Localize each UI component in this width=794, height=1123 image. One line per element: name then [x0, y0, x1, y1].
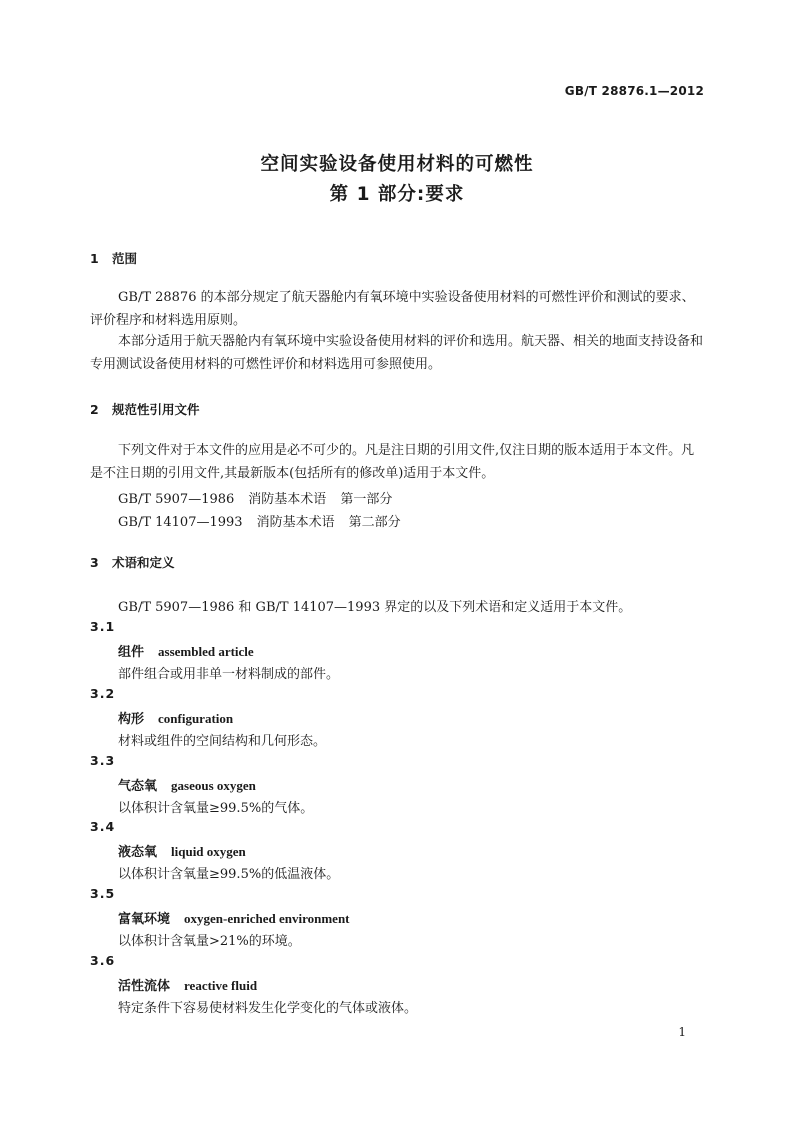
term-number: 3.4 [90, 819, 116, 834]
section-title: 范围 [112, 251, 138, 266]
paragraph: 本部分适用于航天器舱内有氧环境中实验设备使用材料的评价和选用。航天器、相关的地面支持设备和专用测试设备使用材料的可燃性评价和材料选用可参照使用。 [90, 334, 704, 372]
section-heading-normative-references [90, 400, 200, 418]
terms-intro: GB/T 5907—1986 和 GB/T 14107—1993 界定的以及下列术语和定义适用于本文件。 [118, 600, 632, 615]
term-definition: 以体积计含氧量>21%的环境。 [118, 934, 301, 949]
term-en: assembled article [158, 644, 254, 659]
term-entry [118, 975, 257, 994]
term-zh: 组件 [118, 645, 145, 660]
reference-code: GB/T 14107—1993 [118, 515, 243, 530]
reference-code: GB/T 5907—1986 [118, 492, 235, 507]
term-zh: 液态氧 [118, 845, 158, 860]
term-entry [118, 775, 256, 794]
section-heading-terms-definitions [90, 553, 175, 571]
document-title: 空间实验设备使用材料的可燃性 [260, 154, 534, 175]
term-en: configuration [158, 711, 234, 726]
term-zh: 活性流体 [118, 979, 171, 994]
term-zh: 构形 [118, 712, 145, 727]
term-number: 3.1 [90, 619, 116, 634]
document-subtitle: 第 1 部分:要求 [329, 184, 465, 205]
term-en: oxygen-enriched environment [184, 911, 350, 926]
term-zh: 气态氧 [118, 779, 158, 794]
standard-code: GB/T 28876.1—2012 [564, 84, 704, 98]
section-number: 2 [90, 402, 99, 417]
term-entry [118, 841, 246, 860]
term-en: gaseous oxygen [171, 778, 256, 793]
term-entry [118, 908, 350, 927]
reference-item [118, 488, 392, 507]
term-definition: 特定条件下容易使材料发生化学变化的气体或液体。 [118, 1001, 418, 1016]
term-number: 3.2 [90, 686, 116, 701]
term-zh: 富氧环境 [118, 912, 171, 927]
section-title: 规范性引用文件 [112, 402, 200, 417]
paragraph: GB/T 28876 的本部分规定了航天器舱内有氧环境中实验设备使用材料的可燃性评价和测试的要求、评价程序和材料选用原则。 [90, 290, 695, 328]
page-number: 1 [678, 1025, 686, 1039]
term-entry [118, 641, 254, 660]
term-number: 3.6 [90, 953, 116, 968]
paragraph: 下列文件对于本文件的应用是必不可少的。凡是注日期的引用文件,仅注日期的版本适用于本文件。凡是不注日期的引用文件,其最新版本(包括所有的修改单)适用于本文件。 [90, 443, 695, 481]
reference-title: 消防基本术语 [256, 515, 335, 530]
section-number: 3 [90, 555, 99, 570]
term-definition: 以体积计含氧量≥99.5%的气体。 [118, 801, 314, 816]
section-number: 1 [90, 251, 99, 266]
term-definition: 材料或组件的空间结构和几何形态。 [118, 734, 327, 749]
term-number: 3.3 [90, 753, 116, 768]
term-definition: 以体积计含氧量≥99.5%的低温液体。 [118, 867, 340, 882]
section-title: 术语和定义 [112, 555, 175, 570]
reference-title: 消防基本术语 [248, 492, 327, 507]
reference-part: 第一部分 [340, 492, 393, 507]
section-heading-scope [90, 249, 137, 267]
reference-item [118, 511, 401, 530]
reference-part: 第二部分 [348, 515, 401, 530]
term-entry [118, 708, 233, 727]
term-number: 3.5 [90, 886, 116, 901]
term-en: liquid oxygen [171, 844, 246, 859]
term-definition: 部件组合或用非单一材料制成的部件。 [118, 667, 340, 682]
term-en: reactive fluid [184, 978, 258, 993]
